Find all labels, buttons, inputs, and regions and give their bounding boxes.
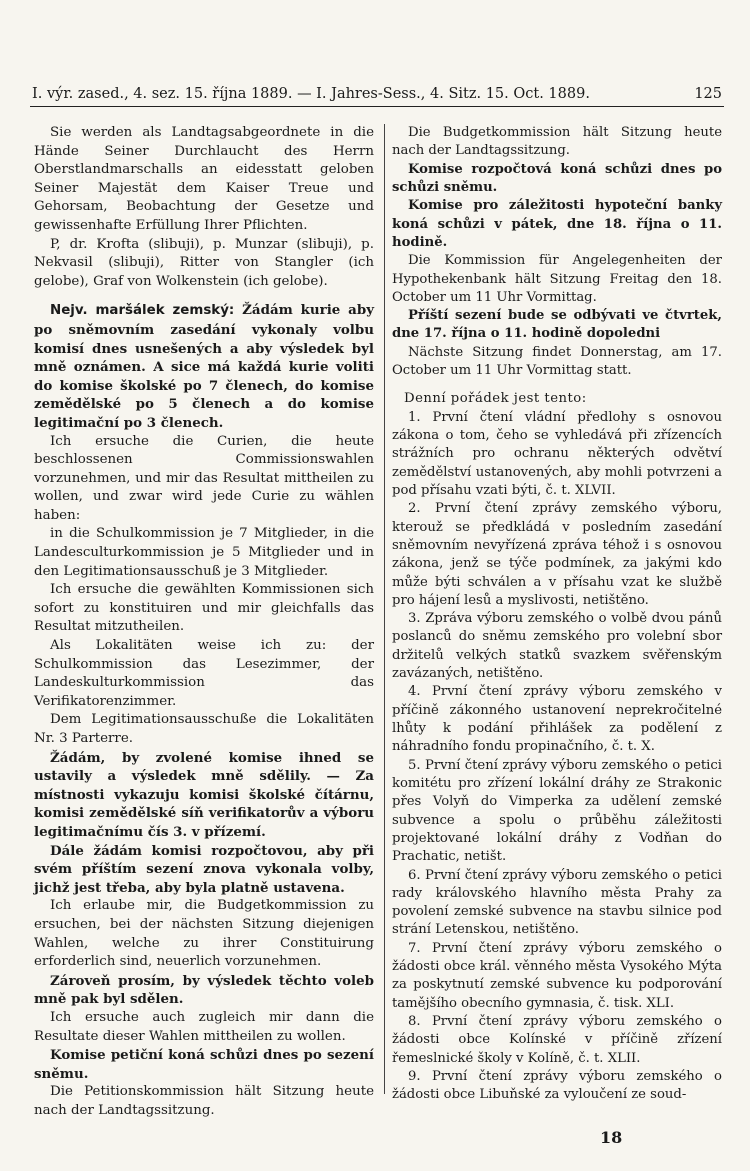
speaker-name: Nejv. maršálek zemský:: [50, 303, 235, 319]
paragraph-text: Die Budgetkommission hält Sitzung heute nach der Landtagssitzung.: [392, 125, 722, 159]
paragraph: [34, 525, 374, 581]
header-text: I. výr. zased., 4. sez. 15. října 1889. — I. Jahres-Sess., 4. Sitz. 15. Oct. 1889.: [32, 86, 590, 102]
paragraph: [392, 161, 722, 198]
paragraph: [392, 1013, 722, 1068]
paragraph: [392, 197, 722, 252]
paragraph-text: 2. První čtení zprávy zemského výboru, kterouž se předkládá v posledním zasedání sněmovním nevyřízená zpráva téhož i s osnovou zákona, jenž se týče podmínek, za jakými kdo může býti schválen a v přísahu vzat ke službě pro hájení lesů a myslivosti, netištěno.: [392, 501, 722, 608]
paragraph-text: Die Petitionskommission hält Sitzung heute nach der Landtagssitzung.: [34, 1084, 374, 1118]
paragraph-text: 3. Zpráva výboru zemského o volbě dvou pánů poslanců do sněmu zemského pro volební sbor držitelů velkých statků svazkem svěřenským zavázaných, netištěno.: [392, 611, 722, 682]
paragraph-text: Nächste Sitzung findet Donnerstag, am 17. October um 11 Uhr Vormittag statt.: [392, 344, 722, 379]
paragraph-text: Sie werden als Landtagsabgeordnete in die Hände Seiner Durchlaucht des Herrn Oberstlandmarschalls an eidesstatt geloben Seiner Majestät dem Kaiser Treue und Gehorsam, Beobachtung der Gesetze und gewissenhafte Erfüllung Ihrer Pflichten.: [34, 125, 374, 233]
paragraph: [392, 610, 722, 683]
paragraph: [34, 124, 374, 236]
paragraph-text: Ich ersuche die Curien, die heute beschlossenen Commissionswahlen vorzunehmen, und mir das Resultat mittheilen zu wollen, und zwar wird jede Curie zu wählen haben:: [34, 433, 374, 523]
paragraph: [34, 301, 374, 432]
paragraph-text: Als Lokalitäten weise ich zu: der Schulkommission das Lesezimmer, der Landeskulturkommission das Verifikatorenzimmer.: [34, 638, 374, 709]
paragraph: [34, 711, 374, 748]
paragraph-text: 5. První čtení zprávy výboru zemského o petici komitétu pro zřízení lokální dráhy ze Strakonic přes Volyň do Vimperka za udělení zemské subvence a spolu o průběhu záležitosti projektované lokální dráhy z Vodňan do Prachatic, netišt.: [392, 757, 722, 865]
paragraph-text: Ich ersuche die gewählten Kommissionen sich sofort zu konstituiren und mir gleichfalls das Resultat mitzutheilen.: [34, 582, 374, 635]
paragraph: [392, 1068, 722, 1105]
column-divider: [384, 124, 385, 1094]
paragraph: [34, 1083, 374, 1120]
paragraph-text: Ich erlaube mir, die Budgetkommission zu ersuchen, bei der nächsten Sitzung diejenigen Wahlen, welche zu ihrer Constituirung erforderlich sind, neuerlich vorzunehmen.: [34, 898, 374, 970]
paragraph: [34, 897, 374, 971]
paragraph-text: Denní pořádek jest tento:: [404, 391, 587, 407]
paragraph-text: Ich ersuche auch zugleich mir dann die Resultate dieser Wahlen mittheilen zu wollen.: [34, 1009, 374, 1044]
paragraph-text: 6. První čtení zprávy výboru zemského o petici rady královského hlavního města Prahy za povolení zemské subvence na stavbu silnice pod strání Letenskou, netištěno.: [392, 867, 722, 938]
paragraph: [34, 1046, 374, 1083]
paragraph: [392, 683, 722, 756]
paragraph-text: Die Kommission für Angelegenheiten der Hypothekenbank hält Sitzung Freitag den 18. October um 11 Uhr Vormittag.: [392, 253, 722, 305]
paragraph-text: in die Schulkommission je 7 Mitglieder, in die Landesculturkommission je 5 Mitglieder und in den Legitimationsausschuß je 3 Mitglieder.: [34, 526, 374, 579]
paragraph-text: Žádám kurie aby po sněmovním zasedání vykonaly volbu komisí dnes usnešených a aby výsledek byl mně oznámen. A sice má každá kurie voliti do komise školské po 7 členech, do komise zemědělské po 5 členech a do komise legitimační po 3 členech.: [34, 302, 375, 431]
right-column: [392, 124, 722, 1105]
paragraph-text: 7. První čtení zprávy výboru zemského o žádosti obce král. věnného města Vysokého Mýta za poskytnutí zemské subvence ku podporování tamějšího obecního gymnasia, č. tisk. XLI.: [392, 940, 722, 1011]
paragraph-text: Příští sezení bude se odbývati ve čtvrtek, dne 17. října o 11. hodině dopoledni: [392, 308, 722, 342]
left-column: [34, 124, 374, 1120]
paragraph: [34, 581, 374, 637]
paragraph: [392, 252, 722, 307]
paragraph-gap: [34, 291, 374, 301]
paragraph-text: 4. První čtení zprávy výboru zemského v příčině zákonného ustanovení neprekročitelné lhůty k podání přihlášek za podělení z náhradního fondu propinačního, č. t. X.: [392, 684, 722, 755]
paragraph: [34, 1009, 374, 1046]
paragraph: [34, 842, 374, 898]
paragraph: [392, 867, 722, 940]
paragraph: [392, 940, 722, 1013]
paragraph-text: Komise pro záležitosti hypoteční banky koná schůzi v pátek, dne 18. října o 11. hodině.: [392, 198, 722, 250]
paragraph: [392, 307, 722, 344]
page-signature: 18: [600, 1128, 623, 1147]
paragraph-text: Komise rozpočtová koná schůzi dnes po schůzi sněmu.: [392, 161, 722, 195]
paragraph-text: Dem Legitimationsausschuße die Lokalitäten Nr. 3 Parterre.: [34, 712, 374, 746]
paragraph: [34, 433, 374, 526]
paragraph-text: 8. První čtení zprávy výboru zemského o žádosti obce Kolínské v příčině zřízení řemeslnické školy v Kolíně, č. t. XLII.: [392, 1014, 722, 1066]
paragraph-text: 1. První čtení vládní předlohy s osnovou zákona o tom, čeho se vyhledává při zřízencích strážních pro ochranu některých odvětví zemědělství ustanovených, aby mohli potvrzeni a pod přísahu vzati býti, č. t. XLVII.: [392, 409, 722, 498]
paragraph: [34, 749, 374, 842]
paragraph: [34, 236, 374, 292]
paragraph: [392, 124, 722, 161]
paragraph-text: 9. První čtení zprávy výboru zemského o žádosti obce Libuňské za vyloučení ze soud-: [392, 1068, 722, 1103]
paragraph-text: Komise petiční koná schůzi dnes po sezení sněmu.: [34, 1047, 374, 1082]
paragraph-text: Zároveň prosím, by výsledek těchto voleb mně pak byl sdělen.: [34, 972, 374, 1008]
paragraph-gap: [392, 380, 722, 390]
paragraph: [392, 409, 722, 501]
paragraph-text: Dále žádám komisi rozpočtovou, aby při svém příštím sezení znova vykonala volby, jichž jest třeba, aby byla platně ustavena.: [34, 842, 374, 896]
page-number: 125: [694, 86, 722, 102]
paragraph: [34, 972, 374, 1009]
paragraph-text: Žádám, by zvolené komise ihned se ustavily a výsledek mně sdělily. — Za místnosti vykazuju komisi školské čítárnu, komisi zemědělské síň verifikatorův a výboru legitimačnímu čís 3. v přízemí.: [34, 749, 374, 840]
header-rule: [30, 106, 724, 107]
paragraph-text: P, dr. Krofta (slibuji), p. Munzar (slibuji), p. Nekvasil (slibuji), Ritter von Stangler (ich gelobe), Graf von Wolkenstein (ich gelobe).: [34, 236, 374, 289]
running-header: [32, 86, 722, 102]
paragraph: [34, 637, 374, 711]
paragraph: [392, 390, 722, 408]
paragraph: [392, 344, 722, 381]
paragraph: [392, 500, 722, 610]
paragraph: [392, 757, 722, 867]
